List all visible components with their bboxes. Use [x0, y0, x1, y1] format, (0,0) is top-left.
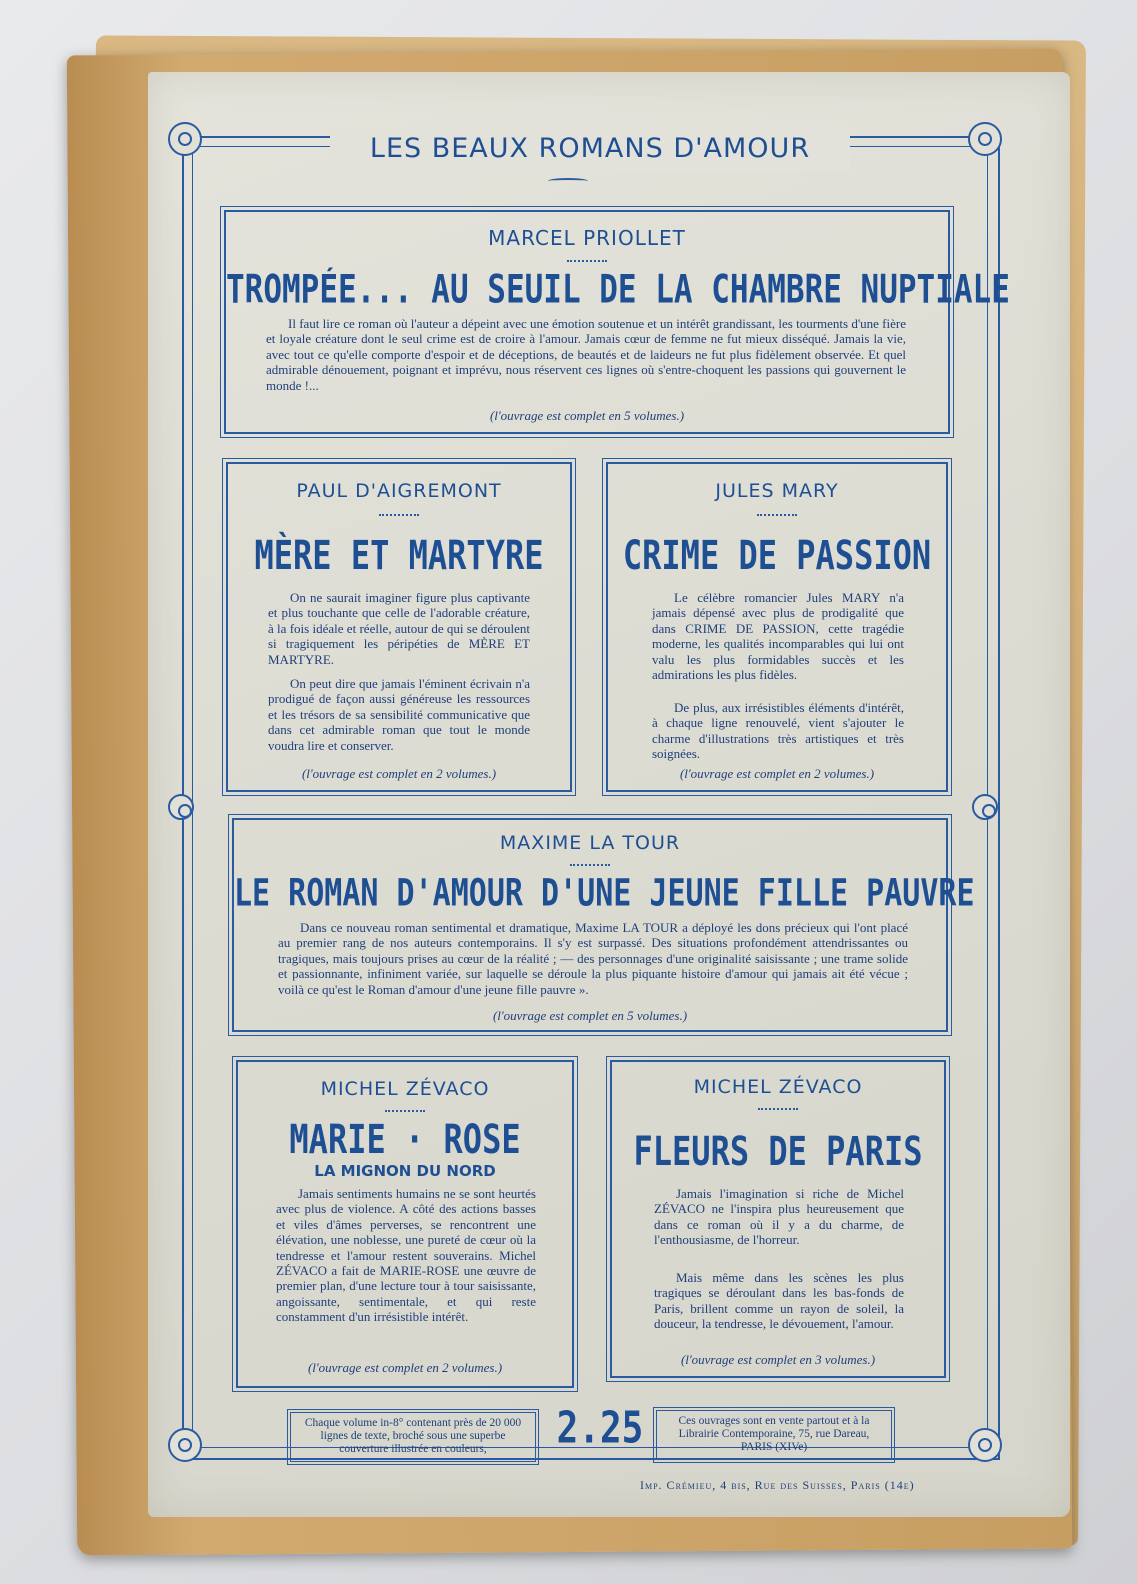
title-flourish-icon — [548, 178, 588, 184]
book-author: MICHEL ZÉVACO — [320, 1078, 490, 1100]
book-volumes: (l'ouvrage est complet en 2 volumes.) — [307, 1360, 503, 1375]
book-volumes: (l'ouvrage est complet en 2 volumes.) — [679, 766, 875, 781]
book-title: FLEURS DE PARIS — [633, 1127, 923, 1175]
book-description: On ne saurait imaginer figure plus captivante et plus touchante que celle de l'adorable créature, à la fois idéale et réelle, autour de qui se déroulent si tragiquement les péripéties de MÈRE ET MARTYRE. — [268, 590, 530, 667]
book-card — [610, 1060, 946, 1378]
book-description-2: De plus, aux irrésistibles éléments d'intérêt, à chaque ligne renouvelé, vient s'ajouter le charme d'illustrations très artistiques et très soignées. — [652, 700, 904, 762]
price-label: 2.25 — [556, 1403, 644, 1454]
book-card — [236, 1060, 574, 1388]
book-description: Il faut lire ce roman où l'auteur a dépeint avec une émotion soutenue et un intérêt grandissant, les tourments d'une fière et loyale créature dont le seul crime est de croire à l'amour. Jamais cœur de femme ne fut mieux disséqué. Jamais la vie, avec tout ce qu'elle comporte d'espoir et de déceptions, de beautés et de laideurs ne fut plus fidèlement observée. Et quel admirable dénouement, poignant et imprévu, nous réservent ces lignes où s'entre-choquent les passions qui gouvernent le monde !... — [266, 316, 906, 393]
book-author: JULES MARY — [715, 480, 839, 502]
book-title: LE ROMAN D'AMOUR D'UNE JEUNE FILLE PAUVRE — [234, 871, 975, 916]
page-title: LES BEAUX ROMANS D'AMOUR — [330, 126, 850, 172]
book-card — [224, 210, 1010, 434]
book-description: Dans ce nouveau roman sentimental et dramatique, Maxime LA TOUR a déployé les dons précieux qui l'ont placé au premier rang de nos auteurs contemporains. Il s'y est surpassé. Des situations profondément attendrissantes ou tragiques, mais toujours prises au cœur de la réalité ; — des personnages d'une originalité saisissante ; une trame solide et passionnante, infiniment variée, sur laquelle se déroule la plus piquante histoire d'amour qui jamais ait été vécue ; voilà ce qu'est le Roman d'amour d'une jeune fille pauvre ». — [278, 920, 908, 997]
book-title: CRIME DE PASSION — [622, 531, 932, 579]
book-volumes: (l'ouvrage est complet en 5 volumes.) — [492, 1008, 688, 1023]
book-card — [232, 818, 975, 1032]
footer-sales-info: Ces ouvrages sont en vente partout et à la Librairie Contemporaine, 75, rue Dareau, PARIS (XIVe) — [656, 1410, 892, 1460]
flourish-icon — [758, 1102, 798, 1110]
corner-ornament-icon — [168, 1428, 202, 1462]
book-author: MARCEL PRIOLLET — [488, 226, 686, 250]
book-author: MAXIME LA TOUR — [499, 832, 681, 854]
book-volumes: (l'ouvrage est complet en 2 volumes.) — [301, 766, 497, 781]
printer-imprint: Imp. Crémieu, 4 bis, Rue des Suisses, Paris (14e) — [640, 1478, 915, 1492]
book-card — [226, 462, 572, 792]
corner-ornament-icon — [968, 122, 1002, 156]
book-title: MÈRE ET MARTYRE — [254, 531, 544, 579]
corner-ornament-icon — [968, 1428, 1002, 1462]
book-subtitle: LA MIGNON DU NORD — [314, 1162, 496, 1180]
book-description: Jamais l'imagination si riche de Michel ZÉVACO ne l'inspira plus heureusement que dans ce roman où il y a du charme, de l'enthousiasme, de l'horreur. — [654, 1186, 904, 1248]
book-volumes: (l'ouvrage est complet en 5 volumes.) — [489, 408, 685, 423]
book-author: MICHEL ZÉVACO — [693, 1076, 863, 1098]
book-description-2: Mais même dans les scènes les plus tragiques se déroulant dans les bas-fonds de Paris, brillent comme un rayon de soleil, la douceur, la tendresse, le dévouement, l'amour. — [654, 1270, 904, 1332]
book-description-2: On peut dire que jamais l'éminent écrivain n'a prodigué de façon aussi généreuse les ressources et les trésors de sa sensibilité communicative que dans cet admirable roman que tout le monde voudra lire et conserver. — [268, 676, 530, 753]
flourish-icon — [379, 508, 419, 516]
book-author: PAUL D'AIGREMONT — [296, 480, 502, 502]
footer-volume-info: Chaque volume in-8° contenant près de 20 000 lignes de texte, broché sous une superbe couverture illustrée en couleurs, — [290, 1412, 536, 1462]
book-description: Le célèbre romancier Jules MARY n'a jamais dépensé avec plus de prodigalité que dans CRIME DE PASSION, cette tragédie moderne, les qualités incomparables qui lui ont valu les plus formidables succès et les admirations les plus fidèles. — [652, 590, 904, 683]
book-card — [606, 462, 948, 792]
flourish-icon — [567, 254, 607, 262]
side-ornament-icon — [972, 794, 998, 820]
corner-ornament-icon — [168, 122, 202, 156]
book-title: MARIE · ROSE — [289, 1115, 521, 1163]
book-title: TROMPÉE... AU SEUIL DE LA CHAMBRE NUPTIALE — [226, 267, 1010, 313]
flourish-icon — [570, 858, 610, 866]
book-description: Jamais sentiments humains ne se sont heurtés avec plus de violence. A côté des actions basses et viles d'âmes perverses, se rencontrent une élévation, une noblesse, une pureté de cœur où la tendresse et l'amour restent souverains. Michel ZÉVACO a fait de MARIE-ROSE une œuvre de premier plan, d'une lecture tour à tour saisissante, angoissante, sentimentale, et qui reste constamment d'un irrésistible intérêt. — [276, 1186, 536, 1325]
flourish-icon — [385, 1104, 425, 1112]
flourish-icon — [757, 508, 797, 516]
book-volumes: (l'ouvrage est complet en 3 volumes.) — [680, 1352, 876, 1367]
side-ornament-icon — [168, 794, 194, 820]
